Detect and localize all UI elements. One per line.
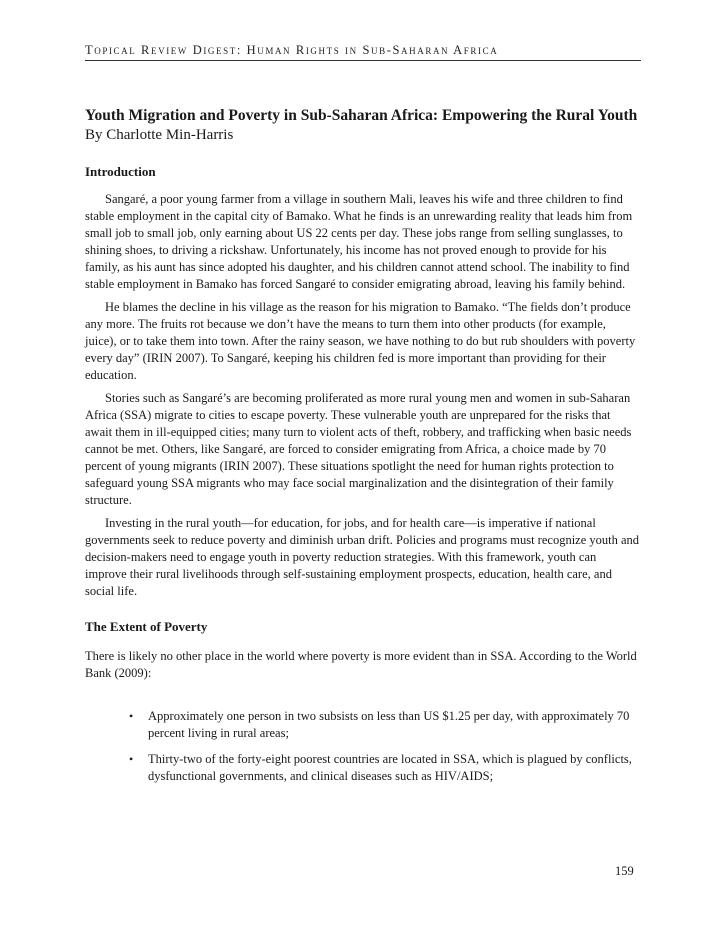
article-byline: By Charlotte Min-Harris [85, 127, 234, 143]
section-heading-introduction: Introduction [85, 164, 156, 179]
list-item-text: Thirty-two of the forty-eight poorest countries are located in SSA, which is plagued by conflicts, dysfunctional governments, and clinical diseases such as HIV/AIDS; [148, 752, 632, 783]
bullet-icon: • [129, 709, 134, 723]
page-number: 159 [615, 864, 634, 878]
intro-paragraph-1: Sangaré, a poor young farmer from a village in southern Mali, leaves his wife and three children to find stable employment in the capital city of Bamako. What he finds is an unrewarding reality that leads him from small job to small job, only earning about US 22 cents per day. These jobs range from selling sunglasses, to shining shoes, to driving a rickshaw. Unfortunately, his income has not proved enough to provide for his family, as his aunt has since adopted his daughter, and his children cannot attend school. The inability to find stable employment in Bamako has forced Sangaré to consider emigrating abroad, leaving his family behind. [85, 192, 633, 291]
article-body [85, 106, 640, 794]
intro-paragraph-2: He blames the decline in his village as the reason for his migration to Bamako. “The fields don’t produce any more. The fruits rot because we don’t have the means to turn them into other products (for example, juice), or to take them into town. After the rainy season, we have nothing to do but rub shoulders with poverty every day” (IRIN 2007). To Sangaré, keeping his children fed is more important than providing for their education. [85, 300, 636, 382]
article-title: Youth Migration and Poverty in Sub-Saharan Africa: Empowering the Rural Youth [85, 107, 638, 124]
running-header: Topical Review Digest: Human Rights in Sub-Saharan Africa [85, 43, 499, 57]
section-heading-extent-of-poverty: The Extent of Poverty [85, 619, 208, 634]
list-item [85, 708, 640, 742]
intro-paragraph-3: Stories such as Sangaré’s are becoming proliferated as more rural young men and women in sub-Saharan Africa (SSA) migrate to cities to escape poverty. These vulnerable youth are unprepared for the risks that await them in ill-equipped cities; many turn to violent acts of theft, robbery, and trafficking when basic needs cannot be met. Others, like Sangaré, are forced to consider emigrating from Africa, a choice made by 70 percent of young migrants (IRIN 2007). These situations spotlight the need for human rights protection to safeguard young SSA migrants who may face social marginalization and the disintegration of their family structure. [85, 391, 632, 507]
list-item-text: Approximately one person in two subsists on less than US $1.25 per day, with approximately 70 percent living in rural areas; [148, 709, 630, 740]
bullet-icon: • [129, 752, 134, 766]
poverty-intro-paragraph: There is likely no other place in the world where poverty is more evident than in SSA. According to the World Bank (2009): [85, 649, 637, 680]
poverty-bullet-list [85, 708, 640, 785]
intro-paragraph-4: Investing in the rural youth—for education, for jobs, and for health care—is imperative if national governments seek to reduce poverty and diminish urban drift. Policies and programs must recognize youth and decision-makers need to engage youth in poverty reduction strategies. With this framework, youth can improve their rural livelihoods through self-sustaining employment prospects, education, health care, and social life. [85, 516, 640, 598]
header-rule [85, 60, 641, 61]
list-item [85, 751, 640, 785]
